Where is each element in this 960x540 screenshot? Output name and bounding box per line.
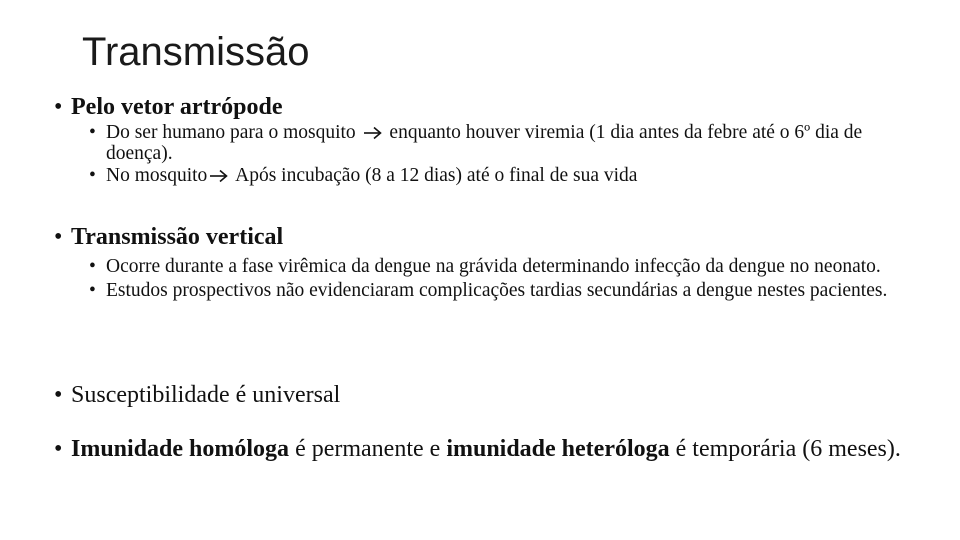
slide-title: Transmissão (82, 30, 310, 74)
section-vector-transmission (54, 94, 926, 186)
bold-term-homologous: Imunidade homóloga (71, 436, 290, 462)
bullet-item (54, 382, 340, 409)
bullet-text: Susceptibilidade é universal (71, 382, 341, 408)
sub-bullet (89, 165, 926, 186)
section-susceptibility (54, 382, 340, 409)
sub-bullet-text: Após incubação (8 a 12 dias) até o final de sua vida (235, 165, 638, 186)
bold-term-heterologous: imunidade heteróloga (446, 436, 670, 462)
sub-bullet (89, 280, 926, 301)
sub-bullet (89, 256, 926, 277)
bullet-text: é temporária (6 meses). (669, 436, 901, 462)
sub-bullet-text: Ocorre durante a fase virêmica da dengue na grávida determinando infecção da dengue no neonato. (106, 256, 881, 277)
bullet-item (54, 436, 951, 463)
sub-bullet-text: Do ser humano para o mosquito (106, 122, 356, 143)
bullet-icon: • (54, 382, 63, 408)
bullet-text: é permanente e (289, 436, 447, 462)
arrow-right-icon (209, 169, 229, 183)
sub-bullet (89, 122, 926, 164)
section-heading: Pelo vetor artrópode (71, 94, 283, 120)
sub-bullet-text: No mosquito (106, 165, 208, 186)
bullet-heading (54, 94, 926, 121)
section-heading: Transmissão vertical (71, 224, 284, 250)
bullet-icon: • (89, 256, 96, 277)
sub-bullet-text: Estudos prospectivos não evidenciaram complicações tardias secundárias a dengue nestes pacientes. (106, 280, 888, 301)
bullet-icon: • (89, 280, 96, 301)
sub-bullet-text: enquanto houver viremia (1 dia antes da febre até o 6º dia de doença). (106, 122, 863, 164)
bullet-icon: • (54, 224, 63, 250)
bullet-heading (54, 224, 926, 251)
bullet-icon: • (54, 436, 63, 462)
arrow-right-icon (363, 126, 383, 140)
section-vertical-transmission (54, 224, 926, 301)
bullet-icon: • (54, 94, 63, 120)
section-immunity (54, 436, 951, 463)
bullet-icon: • (89, 165, 96, 186)
bullet-icon: • (89, 122, 96, 143)
